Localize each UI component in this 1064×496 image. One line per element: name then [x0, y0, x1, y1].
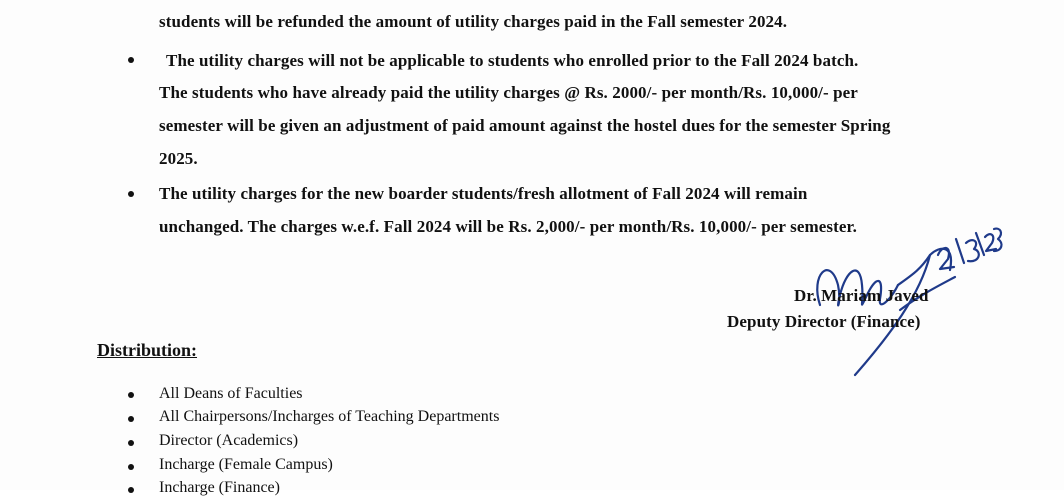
paragraph-line: unchanged. The charges w.e.f. Fall 2024 will be Rs. 2,000/- per month/Rs. 10,000/- per semester. — [159, 217, 857, 236]
paragraph-line: students will be refunded the amount of utility charges paid in the Fall semester 2024. — [159, 12, 788, 31]
distribution-item: All Chairpersons/Incharges of Teaching Departments — [159, 408, 500, 425]
paragraph-line: 2025. — [159, 149, 198, 168]
distribution-heading: Distribution: — [97, 340, 198, 360]
paragraph-line: The utility charges for the new boarder students/fresh allotment of Fall 2024 will remain — [159, 184, 808, 203]
distribution-item: Incharge (Finance) — [159, 479, 280, 496]
distribution-item: Incharge (Female Campus) — [159, 456, 333, 473]
bullet-point — [128, 464, 134, 470]
signatory-name: Dr. Mariam Javed — [794, 286, 929, 305]
bullet-point — [128, 440, 134, 446]
signatory-title: Deputy Director (Finance) — [727, 312, 921, 331]
bullet-point — [128, 416, 134, 422]
bullet-point — [128, 392, 134, 398]
distribution-item: Director (Academics) — [159, 432, 299, 449]
distribution-item: All Deans of Faculties — [159, 385, 303, 402]
bullet-point — [128, 57, 134, 63]
bullet-point — [128, 191, 134, 197]
paragraph-line: The utility charges will not be applicable to students who enrolled prior to the Fall 2024 batch. — [166, 51, 859, 70]
paragraph-line: The students who have already paid the utility charges @ Rs. 2000/- per month/Rs. 10,000/- per — [159, 83, 858, 102]
bullet-point — [128, 487, 134, 493]
paragraph-line: semester will be given an adjustment of paid amount against the hostel dues for the semester Spring — [159, 116, 891, 135]
